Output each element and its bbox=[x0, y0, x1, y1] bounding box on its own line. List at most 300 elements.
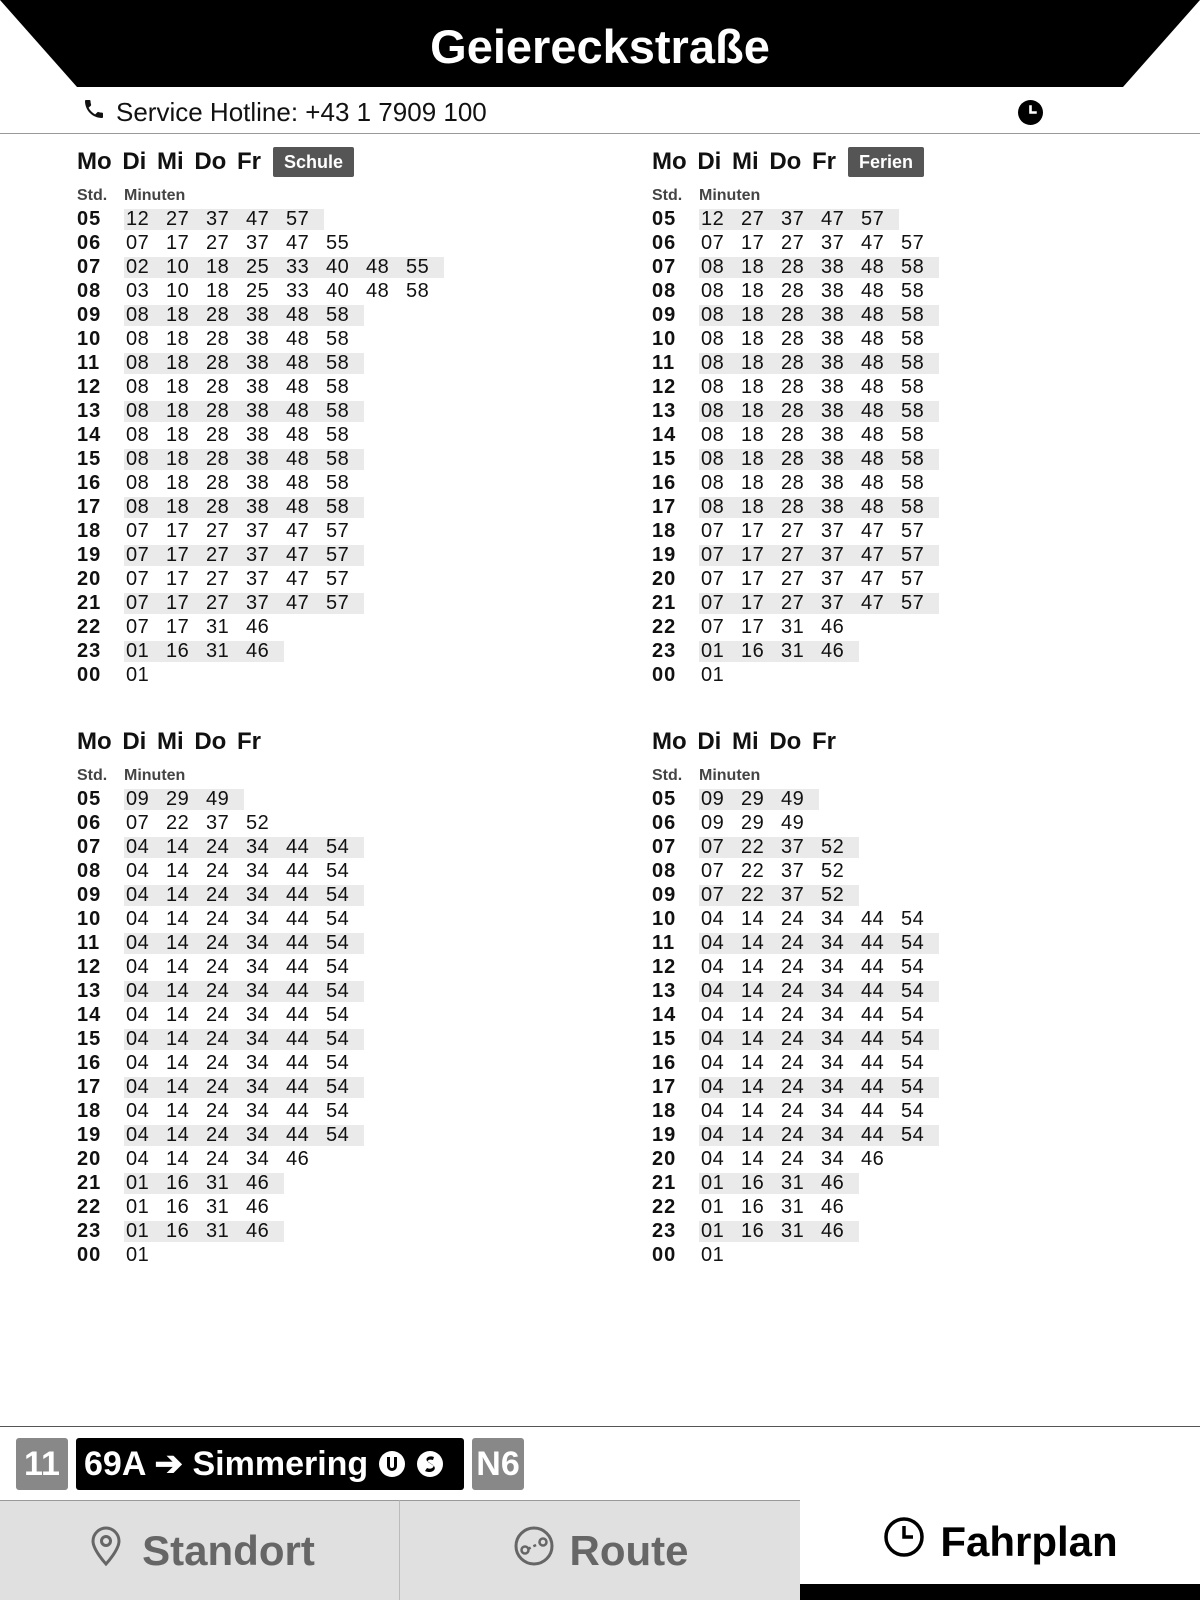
line-chip-next[interactable]: N6 bbox=[472, 1438, 524, 1490]
minute-list bbox=[699, 617, 859, 638]
minute-cell: 48 bbox=[286, 375, 310, 398]
minute-cell: 14 bbox=[166, 1123, 190, 1146]
table-row bbox=[652, 1003, 1172, 1027]
minute-cell: 58 bbox=[901, 447, 925, 470]
minute-cell: 04 bbox=[126, 979, 150, 1002]
minute-list bbox=[124, 305, 364, 326]
minute-cell: 37 bbox=[821, 567, 845, 590]
hour-cell: 13 bbox=[77, 399, 102, 422]
minute-cell: 17 bbox=[741, 591, 765, 614]
minute-list bbox=[699, 521, 939, 542]
minute-cell: 24 bbox=[206, 883, 230, 906]
minute-cell: 22 bbox=[741, 859, 765, 882]
hour-cell: 18 bbox=[77, 1099, 102, 1122]
table-row bbox=[652, 907, 1172, 931]
minute-cell: 18 bbox=[741, 447, 765, 470]
minute-cell: 54 bbox=[326, 979, 350, 1002]
minute-cell: 04 bbox=[126, 835, 150, 858]
minute-cell: 57 bbox=[326, 591, 350, 614]
minute-cell: 28 bbox=[781, 399, 805, 422]
minute-cell: 31 bbox=[781, 1219, 805, 1242]
minute-cell: 08 bbox=[126, 303, 150, 326]
minute-cell: 17 bbox=[741, 543, 765, 566]
minute-cell: 18 bbox=[741, 303, 765, 326]
minute-cell: 01 bbox=[701, 1171, 725, 1194]
minute-cell: 28 bbox=[206, 303, 230, 326]
minutes-column-label: Minuten bbox=[124, 187, 186, 204]
minute-cell: 54 bbox=[326, 1051, 350, 1074]
hour-cell: 05 bbox=[77, 207, 102, 230]
minute-list bbox=[124, 909, 364, 930]
minute-cell: 40 bbox=[326, 255, 350, 278]
minute-cell: 47 bbox=[286, 231, 310, 254]
table-row bbox=[77, 1027, 597, 1051]
table-row bbox=[77, 1075, 597, 1099]
minute-list bbox=[124, 885, 364, 906]
table-row bbox=[652, 279, 1172, 303]
minute-list bbox=[124, 329, 364, 350]
minute-cell: 37 bbox=[246, 231, 270, 254]
route-icon bbox=[512, 1524, 556, 1578]
hour-cell: 13 bbox=[652, 979, 677, 1002]
minute-cell: 08 bbox=[126, 495, 150, 518]
minute-list bbox=[699, 257, 939, 278]
minute-cell: 58 bbox=[901, 375, 925, 398]
tab-fahrplan[interactable] bbox=[800, 1500, 1200, 1600]
hour-cell: 22 bbox=[652, 1195, 677, 1218]
table-row bbox=[652, 931, 1172, 955]
minute-cell: 04 bbox=[701, 1123, 725, 1146]
minute-list bbox=[699, 425, 939, 446]
minute-cell: 38 bbox=[246, 399, 270, 422]
minute-cell: 58 bbox=[901, 471, 925, 494]
hour-cell: 07 bbox=[652, 255, 677, 278]
minute-cell: 44 bbox=[286, 883, 310, 906]
minute-list bbox=[124, 1173, 284, 1194]
minute-cell: 17 bbox=[741, 615, 765, 638]
minute-list bbox=[699, 1149, 899, 1170]
minute-cell: 27 bbox=[781, 543, 805, 566]
table-row bbox=[652, 255, 1172, 279]
minute-cell: 14 bbox=[166, 979, 190, 1002]
minute-cell: 38 bbox=[246, 375, 270, 398]
table-row bbox=[652, 207, 1172, 231]
minute-cell: 08 bbox=[701, 303, 725, 326]
minute-cell: 14 bbox=[741, 955, 765, 978]
minute-list bbox=[124, 1005, 364, 1026]
minute-cell: 16 bbox=[741, 1195, 765, 1218]
timetable-weekday-3 bbox=[652, 725, 1172, 1267]
timetable-rows bbox=[652, 207, 1172, 687]
minute-cell: 24 bbox=[206, 1147, 230, 1170]
hour-cell: 08 bbox=[77, 279, 102, 302]
minute-cell: 54 bbox=[326, 1003, 350, 1026]
minute-cell: 01 bbox=[126, 639, 150, 662]
minute-cell: 34 bbox=[246, 835, 270, 858]
table-row bbox=[77, 979, 597, 1003]
minute-cell: 24 bbox=[206, 907, 230, 930]
minute-cell: 44 bbox=[861, 1099, 885, 1122]
table-row bbox=[652, 615, 1172, 639]
minute-cell: 27 bbox=[206, 567, 230, 590]
minute-cell: 28 bbox=[206, 399, 230, 422]
minute-cell: 18 bbox=[166, 399, 190, 422]
minute-list bbox=[699, 933, 939, 954]
hour-cell: 20 bbox=[77, 1147, 102, 1170]
minute-cell: 37 bbox=[781, 859, 805, 882]
minutes-column-label: Minuten bbox=[699, 187, 761, 204]
minute-cell: 08 bbox=[701, 327, 725, 350]
minute-cell: 57 bbox=[286, 207, 310, 230]
minute-cell: 57 bbox=[861, 207, 885, 230]
minute-cell: 28 bbox=[781, 351, 805, 374]
minute-cell: 08 bbox=[701, 399, 725, 422]
hour-cell: 17 bbox=[77, 495, 102, 518]
minute-cell: 46 bbox=[821, 615, 845, 638]
hotline-text: Service Hotline: +43 1 7909 100 bbox=[116, 96, 487, 127]
minute-cell: 49 bbox=[781, 811, 805, 834]
minute-cell: 34 bbox=[821, 931, 845, 954]
hour-cell: 18 bbox=[77, 519, 102, 542]
minute-cell: 07 bbox=[701, 859, 725, 882]
table-row bbox=[77, 231, 597, 255]
hour-cell: 14 bbox=[652, 423, 677, 446]
hour-cell: 23 bbox=[77, 1219, 102, 1242]
hour-cell: 18 bbox=[652, 1099, 677, 1122]
minute-cell: 34 bbox=[246, 859, 270, 882]
hour-cell: 14 bbox=[652, 1003, 677, 1026]
minute-cell: 58 bbox=[326, 495, 350, 518]
table-row bbox=[77, 351, 597, 375]
minute-cell: 55 bbox=[326, 231, 350, 254]
minute-list bbox=[124, 257, 444, 278]
minute-cell: 14 bbox=[741, 1075, 765, 1098]
minute-cell: 34 bbox=[821, 1027, 845, 1050]
minute-cell: 37 bbox=[781, 883, 805, 906]
table-row bbox=[77, 591, 597, 615]
minute-cell: 08 bbox=[701, 351, 725, 374]
minute-list bbox=[699, 885, 859, 906]
minute-cell: 24 bbox=[781, 955, 805, 978]
minute-cell: 58 bbox=[901, 351, 925, 374]
minute-cell: 58 bbox=[901, 399, 925, 422]
minute-cell: 04 bbox=[126, 1147, 150, 1170]
minute-cell: 46 bbox=[821, 1171, 845, 1194]
minute-cell: 52 bbox=[821, 835, 845, 858]
minute-cell: 14 bbox=[166, 835, 190, 858]
minute-cell: 24 bbox=[781, 1075, 805, 1098]
minute-cell: 48 bbox=[366, 255, 390, 278]
minute-list bbox=[124, 1149, 324, 1170]
minute-cell: 37 bbox=[246, 543, 270, 566]
minute-list bbox=[699, 981, 939, 1002]
minute-cell: 10 bbox=[166, 279, 190, 302]
line-chip-prev[interactable]: 11 bbox=[16, 1438, 68, 1490]
minute-cell: 14 bbox=[741, 1099, 765, 1122]
table-row bbox=[652, 399, 1172, 423]
minute-cell: 04 bbox=[126, 907, 150, 930]
table-row bbox=[652, 567, 1172, 591]
hour-cell: 12 bbox=[77, 955, 102, 978]
hour-cell: 21 bbox=[652, 591, 677, 614]
minute-list bbox=[699, 1245, 739, 1266]
column-header bbox=[652, 187, 1172, 207]
minute-cell: 54 bbox=[901, 931, 925, 954]
minute-cell: 04 bbox=[701, 1075, 725, 1098]
minute-cell: 58 bbox=[326, 375, 350, 398]
minute-cell: 44 bbox=[286, 835, 310, 858]
minute-cell: 48 bbox=[286, 303, 310, 326]
minute-cell: 04 bbox=[701, 931, 725, 954]
minute-cell: 14 bbox=[166, 883, 190, 906]
minute-cell: 48 bbox=[286, 471, 310, 494]
hour-cell: 13 bbox=[652, 399, 677, 422]
minute-cell: 28 bbox=[781, 471, 805, 494]
minute-cell: 57 bbox=[901, 543, 925, 566]
minute-cell: 38 bbox=[246, 327, 270, 350]
minute-cell: 04 bbox=[701, 1003, 725, 1026]
minute-cell: 58 bbox=[901, 255, 925, 278]
minute-cell: 54 bbox=[326, 883, 350, 906]
minute-cell: 10 bbox=[166, 255, 190, 278]
minute-cell: 07 bbox=[701, 615, 725, 638]
hour-cell: 09 bbox=[652, 883, 677, 906]
minute-cell: 04 bbox=[126, 931, 150, 954]
minute-cell: 27 bbox=[781, 231, 805, 254]
minute-cell: 14 bbox=[166, 907, 190, 930]
minute-list bbox=[124, 425, 364, 446]
hour-cell: 11 bbox=[652, 351, 676, 374]
minute-cell: 18 bbox=[741, 327, 765, 350]
hour-cell: 12 bbox=[652, 375, 677, 398]
hour-cell: 05 bbox=[77, 787, 102, 810]
table-row bbox=[652, 1027, 1172, 1051]
hour-cell: 12 bbox=[77, 375, 102, 398]
minute-cell: 18 bbox=[166, 471, 190, 494]
table-row bbox=[652, 835, 1172, 859]
minute-cell: 57 bbox=[901, 519, 925, 542]
minute-cell: 54 bbox=[326, 931, 350, 954]
minute-cell: 08 bbox=[126, 423, 150, 446]
minute-cell: 22 bbox=[741, 883, 765, 906]
minute-cell: 54 bbox=[901, 1051, 925, 1074]
minute-list bbox=[699, 1077, 939, 1098]
table-row bbox=[652, 663, 1172, 687]
minute-cell: 07 bbox=[701, 567, 725, 590]
minute-cell: 17 bbox=[741, 519, 765, 542]
minute-list bbox=[699, 281, 939, 302]
timetable-rows bbox=[77, 207, 597, 687]
hour-cell: 14 bbox=[77, 1003, 102, 1026]
minute-cell: 07 bbox=[126, 231, 150, 254]
table-row bbox=[77, 279, 597, 303]
minute-cell: 02 bbox=[126, 255, 150, 278]
minute-cell: 54 bbox=[326, 1075, 350, 1098]
hour-cell: 08 bbox=[652, 859, 677, 882]
minute-cell: 48 bbox=[286, 399, 310, 422]
minute-cell: 14 bbox=[166, 1147, 190, 1170]
minute-cell: 18 bbox=[206, 255, 230, 278]
minute-cell: 58 bbox=[326, 423, 350, 446]
minute-cell: 24 bbox=[206, 1027, 230, 1050]
minute-cell: 46 bbox=[246, 1219, 270, 1242]
tab-standort[interactable] bbox=[0, 1500, 400, 1600]
minute-cell: 58 bbox=[326, 303, 350, 326]
hour-cell: 15 bbox=[652, 1027, 677, 1050]
table-row bbox=[77, 1147, 597, 1171]
minute-list bbox=[699, 665, 739, 686]
minute-list bbox=[124, 1221, 284, 1242]
minute-cell: 18 bbox=[166, 327, 190, 350]
minute-cell: 34 bbox=[246, 1051, 270, 1074]
minute-cell: 52 bbox=[246, 811, 270, 834]
minute-cell: 37 bbox=[246, 519, 270, 542]
minute-cell: 47 bbox=[821, 207, 845, 230]
minute-cell: 04 bbox=[126, 883, 150, 906]
panel-header bbox=[77, 145, 597, 179]
minute-cell: 07 bbox=[126, 543, 150, 566]
minute-cell: 37 bbox=[821, 591, 845, 614]
hour-cell: 22 bbox=[652, 615, 677, 638]
minute-cell: 48 bbox=[861, 375, 885, 398]
tab-route[interactable] bbox=[400, 1500, 800, 1600]
minute-cell: 44 bbox=[286, 1099, 310, 1122]
minute-cell: 27 bbox=[781, 591, 805, 614]
minute-list bbox=[124, 377, 364, 398]
minute-list bbox=[124, 281, 444, 302]
minute-cell: 58 bbox=[326, 327, 350, 350]
line-bar-divider bbox=[0, 1426, 1200, 1427]
minute-cell: 57 bbox=[901, 591, 925, 614]
minute-cell: 12 bbox=[126, 207, 150, 230]
minute-cell: 28 bbox=[206, 423, 230, 446]
minute-cell: 44 bbox=[861, 955, 885, 978]
minute-cell: 18 bbox=[741, 375, 765, 398]
minute-cell: 38 bbox=[821, 399, 845, 422]
minute-cell: 18 bbox=[166, 303, 190, 326]
table-row bbox=[77, 1123, 597, 1147]
table-row bbox=[652, 639, 1172, 663]
u-bahn-icon bbox=[378, 1450, 406, 1478]
minute-cell: 22 bbox=[166, 811, 190, 834]
minute-cell: 34 bbox=[246, 1003, 270, 1026]
table-row bbox=[652, 979, 1172, 1003]
minute-list bbox=[699, 233, 939, 254]
table-row bbox=[652, 231, 1172, 255]
minute-cell: 37 bbox=[246, 567, 270, 590]
minute-list bbox=[699, 473, 939, 494]
minute-cell: 38 bbox=[821, 447, 845, 470]
minute-cell: 46 bbox=[821, 1219, 845, 1242]
minute-cell: 34 bbox=[246, 931, 270, 954]
minute-cell: 34 bbox=[821, 979, 845, 1002]
minute-cell: 46 bbox=[246, 615, 270, 638]
hour-column-label: Std. bbox=[77, 187, 108, 204]
clock-icon bbox=[882, 1515, 926, 1569]
hour-cell: 06 bbox=[652, 231, 677, 254]
period-badge: Ferien bbox=[848, 147, 924, 177]
minute-cell: 18 bbox=[166, 447, 190, 470]
minute-cell: 24 bbox=[781, 1099, 805, 1122]
minute-cell: 14 bbox=[166, 859, 190, 882]
minute-cell: 14 bbox=[741, 931, 765, 954]
hour-column-label: Std. bbox=[652, 187, 683, 204]
minute-cell: 08 bbox=[126, 327, 150, 350]
minute-cell: 24 bbox=[206, 835, 230, 858]
minute-list bbox=[699, 813, 819, 834]
minute-cell: 31 bbox=[781, 1195, 805, 1218]
table-row bbox=[77, 399, 597, 423]
minute-cell: 47 bbox=[861, 519, 885, 542]
minute-cell: 46 bbox=[246, 1171, 270, 1194]
minute-cell: 31 bbox=[781, 1171, 805, 1194]
minute-list bbox=[124, 837, 364, 858]
minute-cell: 27 bbox=[206, 519, 230, 542]
hour-cell: 11 bbox=[652, 931, 676, 954]
minute-list bbox=[699, 1173, 859, 1194]
minute-cell: 18 bbox=[166, 423, 190, 446]
minute-cell: 46 bbox=[861, 1147, 885, 1170]
minute-cell: 24 bbox=[206, 1123, 230, 1146]
minute-cell: 54 bbox=[901, 1027, 925, 1050]
minute-cell: 34 bbox=[246, 1075, 270, 1098]
minute-cell: 49 bbox=[206, 787, 230, 810]
minute-cell: 14 bbox=[166, 1099, 190, 1122]
minute-cell: 47 bbox=[286, 567, 310, 590]
minute-cell: 34 bbox=[246, 1099, 270, 1122]
hour-cell: 00 bbox=[77, 663, 102, 686]
table-row bbox=[652, 1051, 1172, 1075]
table-row bbox=[77, 519, 597, 543]
minute-list bbox=[699, 1005, 939, 1026]
minute-cell: 01 bbox=[701, 639, 725, 662]
table-row bbox=[77, 1051, 597, 1075]
table-row bbox=[652, 303, 1172, 327]
minute-cell: 12 bbox=[701, 207, 725, 230]
minute-cell: 24 bbox=[206, 955, 230, 978]
minute-cell: 44 bbox=[286, 907, 310, 930]
hour-cell: 22 bbox=[77, 615, 102, 638]
tab-label: Standort bbox=[142, 1526, 315, 1574]
minute-cell: 07 bbox=[701, 231, 725, 254]
minute-cell: 28 bbox=[781, 375, 805, 398]
minute-cell: 54 bbox=[326, 1099, 350, 1122]
minute-list bbox=[699, 569, 939, 590]
hour-cell: 07 bbox=[77, 835, 102, 858]
panel-header bbox=[652, 145, 1172, 179]
minute-cell: 38 bbox=[821, 303, 845, 326]
minute-cell: 17 bbox=[741, 231, 765, 254]
line-chip-current[interactable] bbox=[76, 1438, 464, 1490]
minute-cell: 49 bbox=[781, 787, 805, 810]
minute-cell: 48 bbox=[861, 423, 885, 446]
minute-cell: 24 bbox=[781, 931, 805, 954]
minute-cell: 14 bbox=[166, 1003, 190, 1026]
minute-list bbox=[699, 353, 939, 374]
hour-cell: 11 bbox=[77, 931, 101, 954]
minute-list bbox=[124, 1053, 364, 1074]
minute-cell: 44 bbox=[286, 859, 310, 882]
minute-list bbox=[699, 789, 819, 810]
minute-cell: 48 bbox=[861, 279, 885, 302]
minute-cell: 38 bbox=[246, 447, 270, 470]
minute-cell: 38 bbox=[821, 327, 845, 350]
minute-cell: 37 bbox=[206, 207, 230, 230]
day-range: Mo Di Mi Do Fr bbox=[77, 728, 261, 755]
minute-list bbox=[124, 1197, 284, 1218]
minute-cell: 34 bbox=[821, 1003, 845, 1026]
minute-cell: 54 bbox=[901, 1003, 925, 1026]
